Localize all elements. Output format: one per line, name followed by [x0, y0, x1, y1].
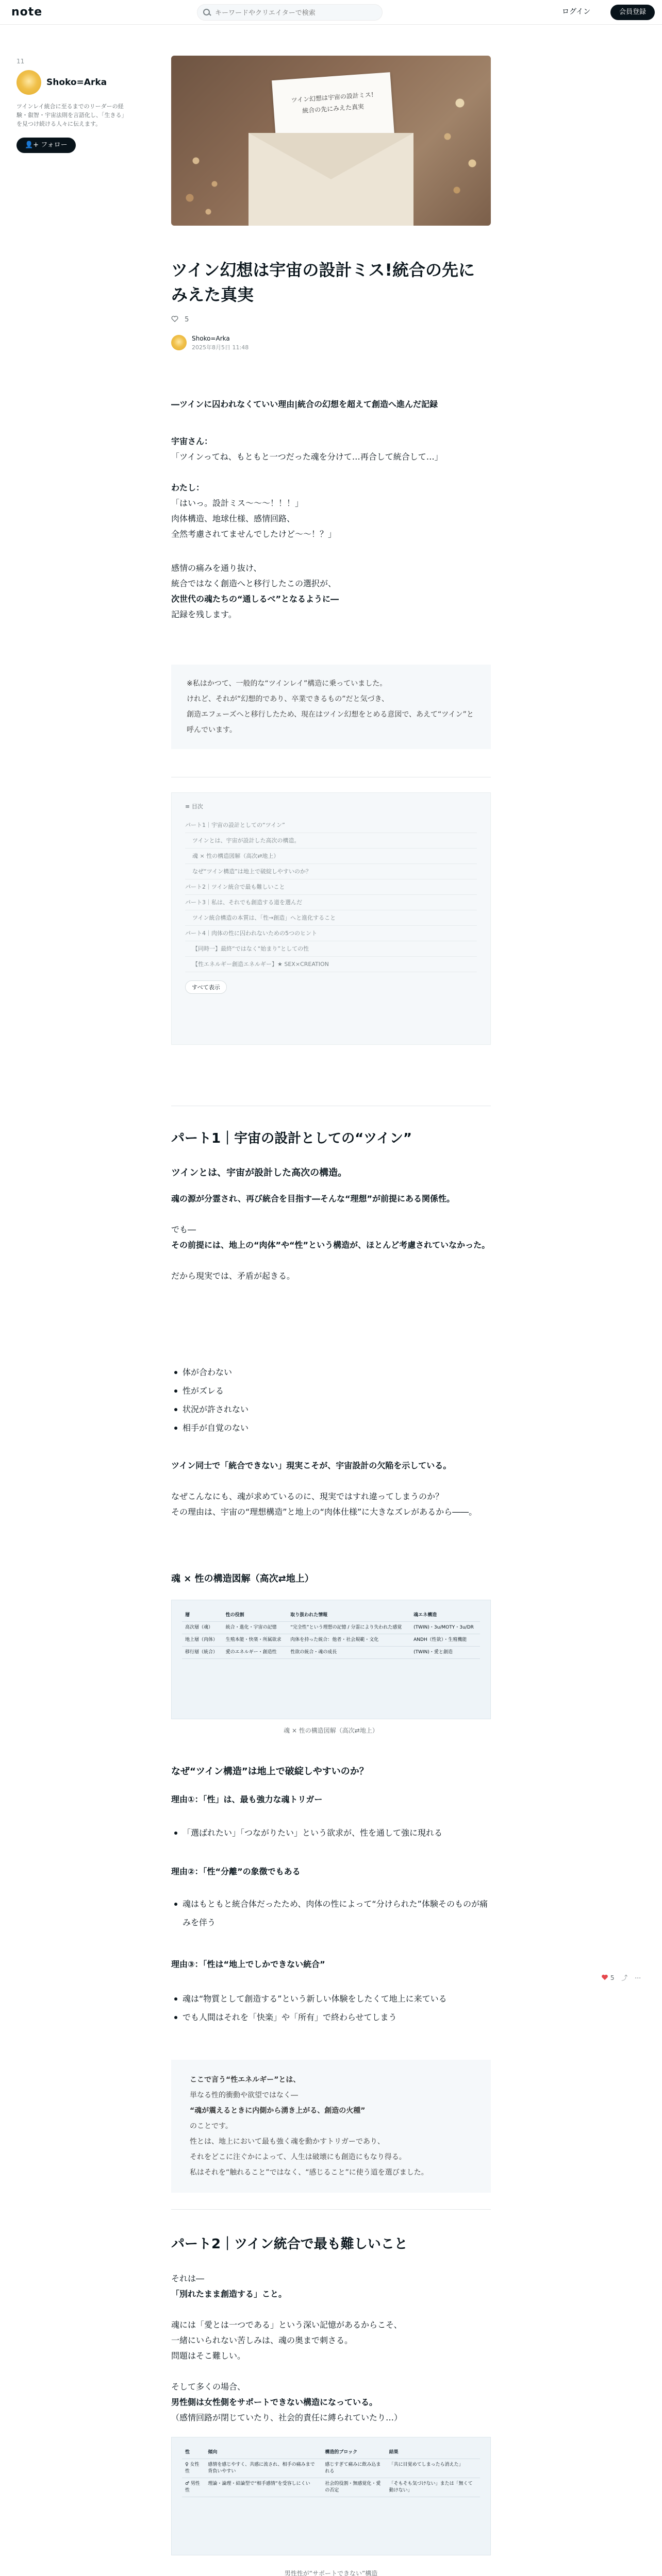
table-header-row: [182, 1609, 480, 1622]
reason1-title: 理由①：「性」は、最も強力な魂トリガー: [171, 1794, 323, 1804]
part2-heading: パート2｜ツイン統合で最も難しいこと: [171, 2236, 408, 2252]
table-row: [182, 2459, 480, 2478]
article-count: 11: [16, 58, 25, 65]
text-line: [171, 1207, 491, 1222]
heart-icon[interactable]: [601, 1974, 608, 1981]
soul-sex-table: [182, 1609, 480, 1659]
text-line: 次世代の魂たちの“通しるべ”となるように―: [171, 594, 339, 604]
part1-p2: [171, 1458, 491, 1520]
creator-sidebar: [16, 58, 125, 153]
gender-table: [182, 2447, 480, 2497]
list-item: 魂は“物質として創造する”という新しい体験をしたくて地上に来ている: [171, 1990, 491, 2008]
search-box[interactable]: [197, 4, 383, 21]
table-cell: 肉体を持った統合：他者・社会規範・文化: [287, 1634, 410, 1647]
list-item: 「選ばれたい」「つながりたい」という欲求が、性を通して強に現れる: [171, 1824, 491, 1842]
table-cell: 地上層（肉体）: [182, 1634, 223, 1647]
text-line: [171, 1253, 491, 1268]
more-icon[interactable]: ⋯: [635, 1974, 641, 1981]
table-cell: 感じすぎて痛みに飲み込まれる: [322, 2459, 386, 2478]
text-line: 魂には「愛とは一つである」という深い記憶があるからこそ、: [171, 2320, 402, 2330]
text-line: [171, 2364, 491, 2379]
gender-structure-figure: [171, 2437, 491, 2555]
part1-bullets: [171, 1363, 491, 1437]
part1-sub1: ツインとは、宇宙が設計した高次の構造。: [171, 1167, 347, 1178]
article-title: ツイン幻想は宇宙の設計ミス!統合の先にみえた真実: [171, 260, 475, 304]
text-line: 統合ではなく創造へと移行したこの選択が、: [171, 579, 337, 588]
table-cell: ♀ 女性性: [182, 2459, 205, 2478]
table-cell: 移行層（統合）: [182, 1647, 223, 1659]
like-count: 5: [185, 316, 189, 324]
table-cell: 社会的役割・無感覚化・愛の否定: [322, 2478, 386, 2497]
hero-card-line: 統合の先にみえた真実: [302, 103, 365, 115]
part1-p1: [171, 1191, 491, 1284]
table-header-cell: 結果: [386, 2447, 480, 2459]
toc-item[interactable]: ツインとは、宇宙が設計した高次の構造。: [185, 833, 477, 849]
envelope: [249, 133, 413, 226]
text-line: “魂が震えるときに内側から湧き上がる、創造の火種”: [190, 2107, 366, 2115]
table-header-cell: 性の役割: [223, 1609, 288, 1622]
table-row: [182, 1647, 480, 1659]
text-line: [171, 2302, 491, 2317]
soul-sex-structure-figure: [171, 1600, 491, 1719]
quote-line: ※私はかつて、一般的な“ツインレイ”構造に乗っていました。: [187, 680, 387, 688]
table-row: [182, 1622, 480, 1634]
text-line: その理由は、宇宙の“理想構造”と地上の“肉体仕様”に大きなズレがあるから――。: [171, 1507, 477, 1517]
search-input[interactable]: [215, 8, 375, 18]
toc-item[interactable]: パート3｜私は、それでも創造する道を選んだ: [185, 895, 477, 910]
intro-block: [171, 561, 491, 622]
signup-button[interactable]: 会員登録: [610, 5, 655, 20]
reason2-title: 理由②：「性“分離”の象徴でもある: [171, 1867, 301, 1876]
divider: [171, 2209, 491, 2210]
text-line: 単なる性的衝動や欲望ではなく―: [190, 2091, 298, 2099]
table-cell: 生殖本能・快楽・所属欲求: [223, 1634, 288, 1647]
toc-item[interactable]: ツイン統合構造の本質は、「性→創造」へと進化すること: [185, 910, 477, 926]
toc-item[interactable]: 魂 × 性の構造図解（高次⇄地上）: [185, 849, 477, 864]
creator-name[interactable]: Shoko=Arka: [46, 77, 107, 88]
text-line: ここで言う“性エネルギー”とは、: [190, 2076, 301, 2084]
table-of-contents: [171, 792, 491, 1045]
text-line: 「ツインってね、もともと一つだった魂を分けて…再合して統合して…」: [171, 452, 443, 462]
text-line: わたし：: [171, 483, 205, 493]
part2-p1: [171, 2271, 491, 2426]
dried-flowers-left: [171, 133, 233, 226]
table-cell: “完全性”という理想の記憶 / 分霊により失われた感覚: [287, 1622, 410, 1634]
text-line: [171, 465, 491, 480]
list-item: 相手が自覚のない: [171, 1419, 491, 1437]
table-header-cell: 層: [182, 1609, 223, 1622]
reason3-title: 理由③：「性は“地上でしかできない統合”: [171, 1959, 325, 1969]
text-line: 宇宙さん：: [171, 436, 213, 446]
figure-caption: 魂 × 性の構造図解（高次⇄地上）: [284, 1727, 378, 1734]
table-cell: 感情を感じやすく、共感に流され、相手の痛みまで背負いやすい: [205, 2459, 322, 2478]
table-header-cell: 魂エネ構造: [410, 1609, 480, 1622]
table-cell: ANDH（性欲）・生殖機能: [410, 1634, 480, 1647]
dialog-block: [171, 434, 491, 542]
hero-image: [171, 56, 491, 226]
table-cell: 高次層（魂）: [182, 1622, 223, 1634]
text-line: のことです。: [190, 2122, 233, 2130]
text-line: 記録を残します。: [171, 609, 237, 619]
list-item: でも人間はそれを「快楽」や「所有」で終わらせてしまう: [171, 2008, 491, 2027]
text-line: 私はそれを“触れること”ではなく、“感じること”に使う道を選びました。: [190, 2168, 428, 2177]
text-line: 魂の源が分霊され、再び統合を目指す―そんな“理想”が前提にある関係性。: [171, 1194, 455, 1204]
toc-item[interactable]: 【同時一】最終“ではなく“始まり”としての性: [185, 941, 477, 957]
table-cell: 性欲の統合・魂の成長: [287, 1647, 410, 1659]
list-item: 状況が許されない: [171, 1400, 491, 1419]
figure-caption: 男性性が“サポートできない”構造: [284, 2570, 378, 2576]
list-item: 性がズレる: [171, 1382, 491, 1400]
table-cell: 「そもそも気づけない」または「無くて動けない」: [386, 2478, 480, 2497]
text-line: 「はいっ。設計ミス〜〜〜！！！」: [171, 498, 304, 508]
table-row: [182, 1634, 480, 1647]
follow-icon: 👤+: [25, 141, 41, 149]
text-line: なぜこんなにも、魂が求めているのに、現実ではすれ違ってしまうのか？: [171, 1492, 444, 1501]
table-header-cell: 傾向: [205, 2447, 322, 2459]
table-cell: 理論・論理・結論型で“相手感情”を受容しにくい: [205, 2478, 322, 2497]
like-area[interactable]: [171, 315, 189, 326]
table-cell: 愛のエネルギー・創造性: [223, 1647, 288, 1659]
table-header-row: [182, 2447, 480, 2459]
table-cell: ♂ 男性性: [182, 2478, 205, 2497]
sex-energy-quote: [171, 2060, 491, 2193]
part1-sub2: 魂 × 性の構造図解（高次⇄地上）: [171, 1573, 314, 1584]
note-quote: [171, 665, 491, 749]
text-line: だから現実では、矛盾が起きる。: [171, 1271, 295, 1281]
text-line: 男性側は女性側をサポートできない構造になっている。: [171, 2397, 378, 2407]
text-line: （感情回路が閉じていたり、社会的責任に縛られていたり…）: [171, 2413, 403, 2422]
floating-actions: [601, 1973, 651, 1985]
toc-item[interactable]: パート4｜肉体の性に囚われないための5つのヒント: [185, 926, 477, 941]
text-line: ツイン同士で「統合できない」現実こそが、宇宙設計の欠陥を示している。: [171, 1461, 452, 1470]
toc-item[interactable]: パート1｜宇宙の設計としての“ツイン”: [185, 818, 477, 833]
toc-item[interactable]: なぜ“ツイン構造”は地上で破綻しやすいのか？: [185, 864, 477, 879]
avatar[interactable]: [16, 70, 41, 95]
creator-bio: ツインレイ統合に至るまでのリーダーの経験・叡智・宇宙法則を言語化し、「生きる」を見つけ続ける人々に伝えます。: [16, 103, 124, 127]
quote-line: けれど、それが“幻想的であり、卒業できるもの”だと気づき、: [187, 695, 389, 703]
author-name[interactable]: Shoko=Arka: [192, 335, 230, 342]
text-line: 肉体構造、地球仕様、感情回路、: [171, 514, 295, 523]
table-header-cell: 性: [182, 2447, 205, 2459]
text-line: 性とは、地上において最も強く魂を動かすトリガーであり、: [190, 2138, 385, 2146]
publish-date: 2025年8月5日 11:48: [192, 344, 249, 351]
author-avatar[interactable]: [171, 335, 187, 350]
toc-item[interactable]: 【性エネルギー創造エネルギー】★ SEX×CREATION: [185, 957, 477, 972]
login-link[interactable]: ログイン: [562, 8, 591, 16]
table-cell: (TWIN)・愛と創造: [410, 1647, 480, 1659]
search-icon: [203, 8, 211, 16]
heart-icon[interactable]: [171, 315, 178, 323]
table-header-cell: 取り扱われた情報: [287, 1609, 410, 1622]
toc-heading: ≡ 目次: [185, 803, 203, 810]
text-line: でも―: [171, 1225, 196, 1234]
part1-sub3: なぜ“ツイン構造”は地上で破綻しやすいのか？: [171, 1766, 369, 1777]
text-line: 全然考慮されてませんでしたけど〜〜！？」: [171, 529, 337, 539]
text-line: 一緒にいられない苦しみは、魂の奥まで刺さる。: [171, 2335, 353, 2345]
list-item: 魂はもともと統合体だったため、肉体の性によって“分けられた”体験そのものが痛みを伴う: [171, 1895, 491, 1932]
follow-button[interactable]: [16, 138, 76, 153]
like-count: 5: [610, 1974, 615, 1981]
text-line: 「別れたまま創造する」こと。: [171, 2289, 287, 2299]
text-line: その前提には、地上の“肉体”や“性”という構造が、ほとんど考慮されていなかった。: [171, 1240, 490, 1250]
toc-item[interactable]: パート2｜ツイン統合で最も難しいこと: [185, 879, 477, 895]
text-line: それをどこに注ぐかによって、人生は破壊にも創造にもなり得る。: [190, 2153, 406, 2161]
list-item: 体が合わない: [171, 1363, 491, 1382]
share-icon[interactable]: ⤴: [621, 1974, 628, 1981]
follow-label: フォロー: [41, 141, 68, 149]
hero-card-line: ツイン幻想は宇宙の設計ミス!: [291, 91, 374, 104]
table-cell: 統合・進化・宇宙の記憶: [223, 1622, 288, 1634]
note-logo[interactable]: note: [11, 6, 43, 19]
part1-heading: パート1｜宇宙の設計としての“ツイン”: [171, 1131, 412, 1146]
table-cell: 「共に目覚めてしまったら消えた」: [386, 2459, 480, 2478]
text-line: そして多くの場合、: [171, 2382, 246, 2392]
reason3-bullets: [171, 1990, 491, 2027]
reason2-bullets: [171, 1895, 491, 1932]
text-line: [171, 1473, 491, 1489]
dried-flowers-right: [429, 76, 491, 210]
table-row: [182, 2478, 480, 2497]
top-bar: [0, 0, 662, 25]
creator-profile[interactable]: [16, 70, 125, 99]
text-line: 問題はそこ難しい。: [171, 2351, 246, 2361]
reason1-bullets: [171, 1824, 491, 1842]
table-header-cell: 構造的ブロック: [322, 2447, 386, 2459]
lead-line: ―ツインに囚われなくていい理由|統合の幻想を超えて創造へ進んだ記録: [171, 399, 438, 409]
toc-show-all-button[interactable]: すべて表示: [185, 980, 227, 994]
table-cell: (TWIN)・3u/MOTY・3u/DR: [410, 1622, 480, 1634]
text-line: それは―: [171, 2274, 205, 2283]
text-line: 感情の痛みを通り抜け、: [171, 563, 262, 573]
quote-line: 創造エフェーズへと移行したため、現在はツイン幻想をとめる意図で、あえて“ツイン”と呼んでいます。: [187, 710, 474, 734]
